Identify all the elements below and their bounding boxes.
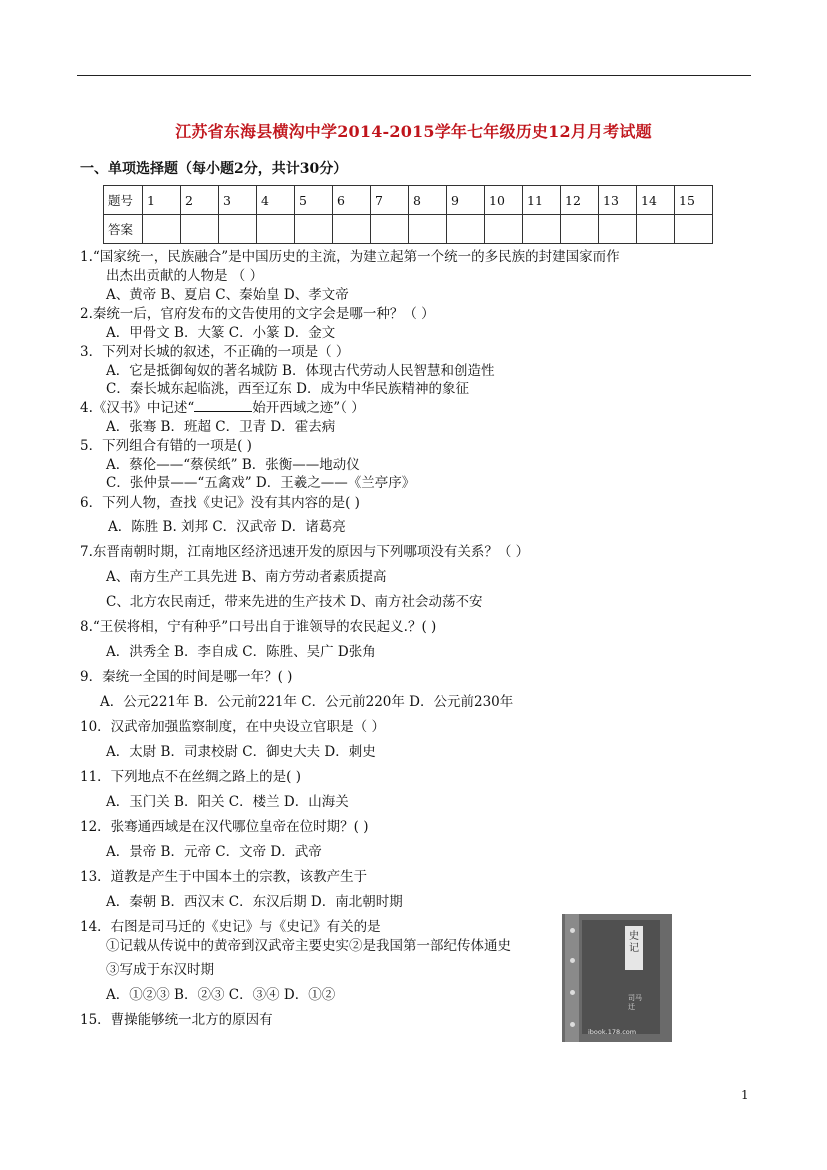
question-text: 6．下列人物，查找《史记》没有其内容的是( ) <box>80 495 360 511</box>
question-number-cell: 5 <box>295 186 333 215</box>
book-cover <box>582 920 660 1034</box>
image-watermark: ibook.178.com <box>588 1028 637 1036</box>
option-line: A．甲骨文 B．大篆 C．小篆 D．金文 <box>106 325 336 341</box>
shiji-book-image <box>562 914 672 1042</box>
page-number: 1 <box>741 1088 749 1102</box>
question-text: 8.“王侯将相，宁有种乎”口号出自于谁领导的农民起义.？( ) <box>80 619 437 635</box>
question-text: ③写成于东汉时期 <box>106 962 214 978</box>
header-rule <box>77 75 751 76</box>
option-line: A．公元221年 B．公元前221年 C．公元前220年 D．公元前230年 <box>100 694 514 710</box>
question-number-cell: 7 <box>371 186 409 215</box>
answer-cell[interactable] <box>675 215 713 244</box>
answer-cell[interactable] <box>599 215 637 244</box>
answer-cell[interactable] <box>637 215 675 244</box>
answer-table <box>103 185 713 244</box>
question-text: 10．汉武帝加强监察制度，在中央设立官职是（ ） <box>80 719 385 735</box>
stitch-dot <box>570 958 575 963</box>
question-suffix: 始开西域之迹”（ ） <box>252 400 365 416</box>
answer-cell[interactable] <box>219 215 257 244</box>
question-text: 2.秦统一后，官府发布的文告使用的文字会是哪一种？（ ） <box>80 306 435 322</box>
question-text: ①记载从传说中的黄帝到汉武帝主要史实②是我国第一部纪传体通史 <box>106 938 511 954</box>
table-row <box>104 186 713 215</box>
fill-blank <box>194 399 252 412</box>
option-line: A．蔡伦——“蔡侯纸” B．张衡——地动仪 <box>106 457 360 473</box>
question-number-cell: 8 <box>409 186 447 215</box>
stitch-dot <box>570 1022 575 1027</box>
answer-cell[interactable] <box>561 215 599 244</box>
option-line: A、黄帝 B、夏启 C、秦始皇 D、孝文帝 <box>106 287 349 303</box>
section-heading: 一、单项选择题（每小题2分，共计30分） <box>80 161 348 177</box>
question-number-cell: 1 <box>143 186 181 215</box>
question-text: 13．道教是产生于中国本土的宗教，该教产生于 <box>80 869 368 885</box>
page-title: 江苏省东海县横沟中学2014-2015学年七年级历史12月月考试题 <box>175 122 652 141</box>
question-text: 14．右图是司马迁的《史记》与《史记》有关的是 <box>80 919 381 935</box>
answer-cell[interactable] <box>333 215 371 244</box>
question-text: 1.“国家统一，民族融合”是中国历史的主流，为建立起第一个统一的多民族的封建国家而作 <box>80 249 620 265</box>
question-number-cell: 9 <box>447 186 485 215</box>
question-number-cell: 14 <box>637 186 675 215</box>
question-text: 7.东晋南朝时期，江南地区经济迅速开发的原因与下列哪项没有关系？（ ） <box>80 544 530 560</box>
question-number-cell: 12 <box>561 186 599 215</box>
option-line: C、北方农民南迁，带来先进的生产技术 D、南方社会动荡不安 <box>106 594 483 610</box>
option-line: A．张骞 B．班超 C．卫青 D．霍去病 <box>106 419 336 435</box>
question-text <box>80 399 365 417</box>
question-text: 12．张骞通西域是在汉代哪位皇帝在位时期？( ) <box>80 819 369 835</box>
answer-cell[interactable] <box>143 215 181 244</box>
question-number-cell: 3 <box>219 186 257 215</box>
question-number-cell: 6 <box>333 186 371 215</box>
question-number-cell: 10 <box>485 186 523 215</box>
book-author: 司马迁 <box>628 994 642 1011</box>
option-line: A．陈胜 B. 刘邦 C．汉武帝 D．诸葛亮 <box>108 519 346 535</box>
option-line: A．太尉 B．司隶校尉 C．御史大夫 D．刺史 <box>106 744 376 760</box>
table-row <box>104 215 713 244</box>
option-line: C．秦长城东起临洮，西至辽东 D．成为中华民族精神的象征 <box>106 381 469 397</box>
answer-cell[interactable] <box>523 215 561 244</box>
option-line: A．景帝 B．元帝 C．文帝 D．武帝 <box>106 844 322 860</box>
stitch-dot <box>570 928 575 933</box>
question-number-cell: 15 <box>675 186 713 215</box>
option-line: A．①②③ B．②③ C．③④ D．①② <box>106 987 336 1003</box>
stitch-dot <box>570 990 575 995</box>
question-number-cell: 11 <box>523 186 561 215</box>
question-text: 出杰出贡献的人物是 （ ） <box>106 268 264 284</box>
question-text: 5．下列组合有错的一项是( ) <box>80 438 252 454</box>
option-line: A、南方生产工具先进 B、南方劳动者素质提高 <box>106 569 387 585</box>
option-line: A．秦朝 B．西汉末 C．东汉后期 D．南北朝时期 <box>106 894 403 910</box>
question-prefix: 4.《汉书》中记述“ <box>80 400 195 416</box>
question-number-cell: 2 <box>181 186 219 215</box>
answer-cell[interactable] <box>409 215 447 244</box>
answer-cell[interactable] <box>181 215 219 244</box>
answer-cell[interactable] <box>257 215 295 244</box>
question-number-cell: 13 <box>599 186 637 215</box>
answer-cell[interactable] <box>295 215 333 244</box>
row-label: 题号 <box>104 186 143 215</box>
option-line: A．玉门关 B．阳关 C．楼兰 D．山海关 <box>106 794 349 810</box>
option-line: C．张仲景——“五禽戏” D．王羲之——《兰亭序》 <box>106 475 416 491</box>
book-title-label: 史记 <box>625 926 643 970</box>
answer-cell[interactable] <box>371 215 409 244</box>
answer-cell[interactable] <box>485 215 523 244</box>
question-text: 15．曹操能够统一北方的原因有 <box>80 1012 273 1028</box>
option-line: A．洪秀全 B．李自成 C．陈胜、吴广 D张角 <box>106 644 376 660</box>
question-number-cell: 4 <box>257 186 295 215</box>
question-text: 9．秦统一全国的时间是哪一年？( ) <box>80 669 293 685</box>
answer-cell[interactable] <box>447 215 485 244</box>
question-text: 3．下列对长城的叙述，不正确的一项是（ ） <box>80 344 350 360</box>
option-line: A．它是抵御匈奴的著名城防 B．体现古代劳动人民智慧和创造性 <box>106 363 495 379</box>
question-text: 11．下列地点不在丝绸之路上的是( ) <box>80 769 302 785</box>
row-label: 答案 <box>104 215 143 244</box>
